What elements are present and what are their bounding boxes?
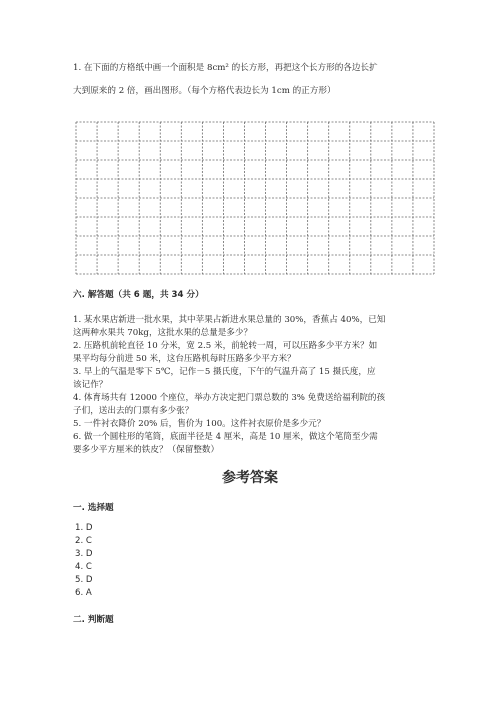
section-6-line: 要多少平方厘米的铁皮？（保留整数） [73, 445, 220, 455]
section-6-line: 6. 做一个圆柱形的笔筒，底面半径是 4 厘米，高是 10 厘米，做这个笔筒至少需 [73, 432, 378, 442]
answer-item: 4. C [75, 562, 92, 572]
answer-item: 6. A [75, 588, 92, 598]
answer-title: 参考答案 [222, 470, 278, 486]
question-1-line-2: 大到原来的 2 倍，画出图形。（每个方格代表边长为 1cm 的正方形） [73, 86, 336, 96]
square-grid-paper [75, 121, 435, 275]
answer-item: 3. D [75, 549, 93, 559]
section-6-line: 4. 体育场共有 12000 个座位，举办方决定把门票总数的 3% 免费送给福利院的孩 [73, 393, 386, 403]
question-1-line-1: 1. 在下面的方格纸中画一个面积是 8cm² 的长方形，再把这个长方形的各边长扩 [73, 63, 378, 73]
section-6-line: 2. 压路机前轮直径 10 分米，宽 2.5 米，前轮转一周，可以压路多少平方米？如 [73, 341, 378, 351]
answer-item: 5. D [75, 575, 93, 585]
answer-item: 2. C [75, 536, 92, 546]
answer-section-2-heading: 二. 判断题 [73, 615, 114, 625]
section-6-line: 子们，送出去的门票有多少张？ [73, 406, 194, 416]
section-6-line: 5. 一件衬衣降价 20% 后，售价为 100。这件衬衣原价是多少元？ [73, 419, 326, 429]
section-6-heading: 六. 解答题（共 6 题，共 34 分） [73, 290, 204, 300]
section-6-line: 1. 某水果店新进一批水果，其中苹果占新进水果总量的 30%，香蕉占 40%，已知 [73, 315, 386, 325]
section-6-line: 该记作？ [73, 380, 108, 390]
answer-item: 1. D [75, 523, 93, 533]
answer-section-1-heading: 一. 选择题 [73, 503, 114, 513]
section-6-line: 3. 早上的气温是零下 5℃，记作－5 摄氏度，下午的气温升高了 15 摄氏度，应 [73, 367, 376, 377]
section-6-line: 果平均每分前进 50 米，这台压路机每时压路多少平方米？ [73, 354, 296, 364]
section-6-line: 这两种水果共 70kg，这批水果的总量是多少？ [73, 328, 253, 338]
